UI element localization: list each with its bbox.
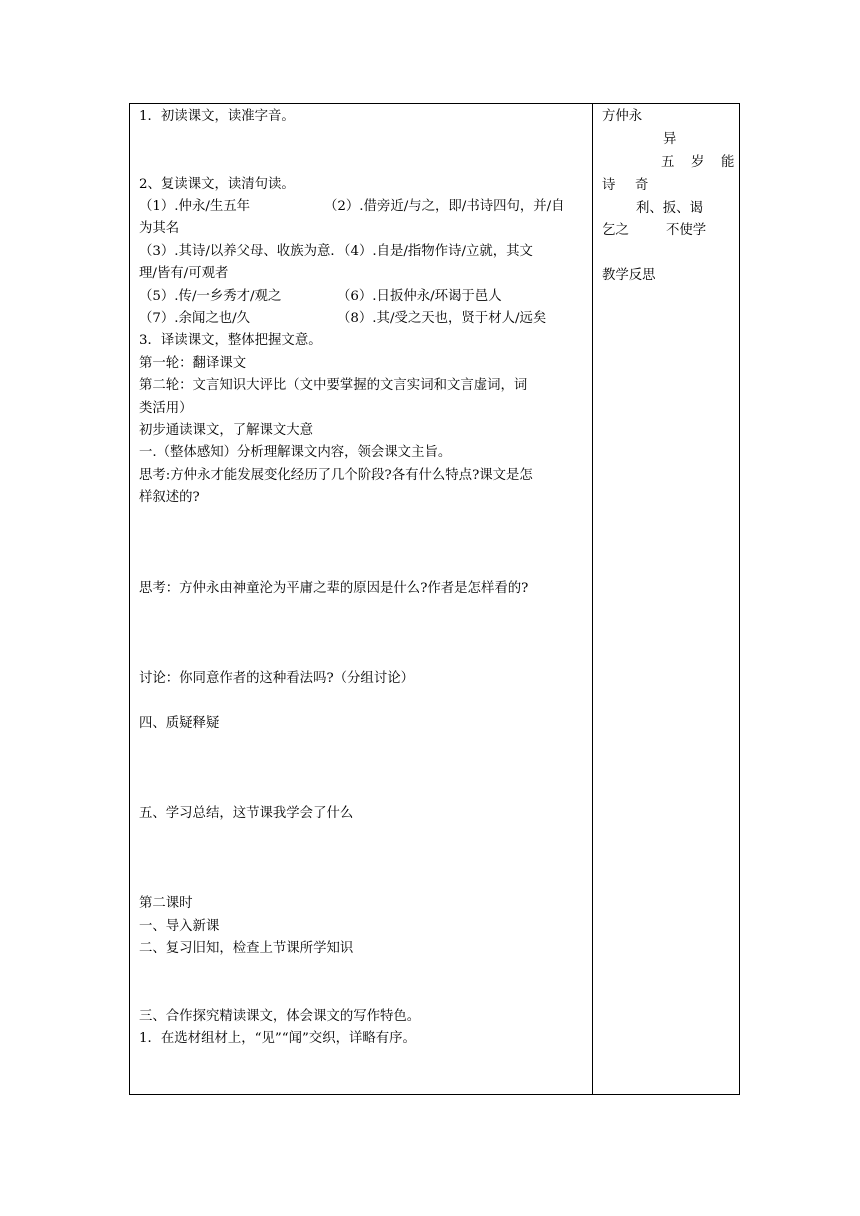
text-line: 初步通读课文，了解课文大意 <box>139 423 314 438</box>
side-note: 不使学 <box>666 223 707 238</box>
text-line: （6）.日扳仲永/环谒于邑人 <box>337 289 502 304</box>
text-line: （3）.其诗/以养父母、收族为意．（4）.自是/指物作诗/立就，其文 <box>139 244 533 259</box>
text-line: 理/皆有/可观者 <box>139 266 229 281</box>
text-line: 样叙述的? <box>139 490 200 505</box>
text-line: 二、复习旧知，检查上节课所学知识 <box>139 941 354 956</box>
side-note: 诗 <box>602 178 616 193</box>
text-line: 第二轮：文言知识大评比（文中要掌握的文言实词和文言虚词，词 <box>139 378 528 393</box>
text-line: 三、合作探究精读课文，体会课文的写作特色。 <box>139 1009 421 1024</box>
text-line: 1．在选材组材上，“见”“闻”交织，详略有序。 <box>139 1031 416 1046</box>
side-note: 利、扳、谒 <box>636 201 703 216</box>
text-line: （5）.传/一乡秀才/观之 <box>139 289 282 304</box>
text-line: 四、质疑释疑 <box>139 716 220 731</box>
side-note: 方仲永 <box>602 109 643 124</box>
side-note: 岁 <box>691 155 705 170</box>
text-line: （1）.仲永/生五年 <box>139 199 251 214</box>
text-line: 3．译读课文，整体把握文意。 <box>139 333 322 348</box>
lesson-plan-table <box>129 103 740 1095</box>
text-line: 一、导入新课 <box>139 919 220 934</box>
side-note: 五 <box>661 155 675 170</box>
text-line: 思考:方仲永才能发展变化经历了几个阶段?各有什么特点?课文是怎 <box>139 468 533 483</box>
text-line: 五、学习总结，这节课我学会了什么 <box>139 806 354 821</box>
text-line: 为其名 <box>139 221 180 236</box>
text-line: 思考：方仲永由神童沦为平庸之辈的原因是什么?作者是怎样看的? <box>139 581 529 596</box>
text-line: （2）.借旁近/与之，即/书诗四句，并/自 <box>324 199 565 214</box>
text-line: 类活用） <box>139 401 193 416</box>
text-line: 讨论：你同意作者的这种看法吗?（分组讨论） <box>139 671 414 686</box>
text-line: （7）.余闻之也/久 <box>139 311 251 326</box>
side-heading-reflection: 教学反思 <box>602 268 656 283</box>
text-line: 第二课时 <box>139 896 193 911</box>
text-line: （8）.其/受之天也，贤于材人/远矣 <box>337 311 547 326</box>
text-line: 1．初读课文，读准字音。 <box>139 109 295 124</box>
side-note: 能 <box>721 155 735 170</box>
column-divider <box>592 104 593 1094</box>
side-note: 奇 <box>635 178 649 193</box>
text-line: 一.（整体感知）分析理解课文内容，领会课文主旨。 <box>139 445 452 460</box>
text-line: 第一轮：翻译课文 <box>139 356 247 371</box>
side-note: 乞之 <box>602 223 629 238</box>
side-note: 异 <box>663 132 677 147</box>
text-line: 2、复读课文，读清句读。 <box>139 177 295 192</box>
